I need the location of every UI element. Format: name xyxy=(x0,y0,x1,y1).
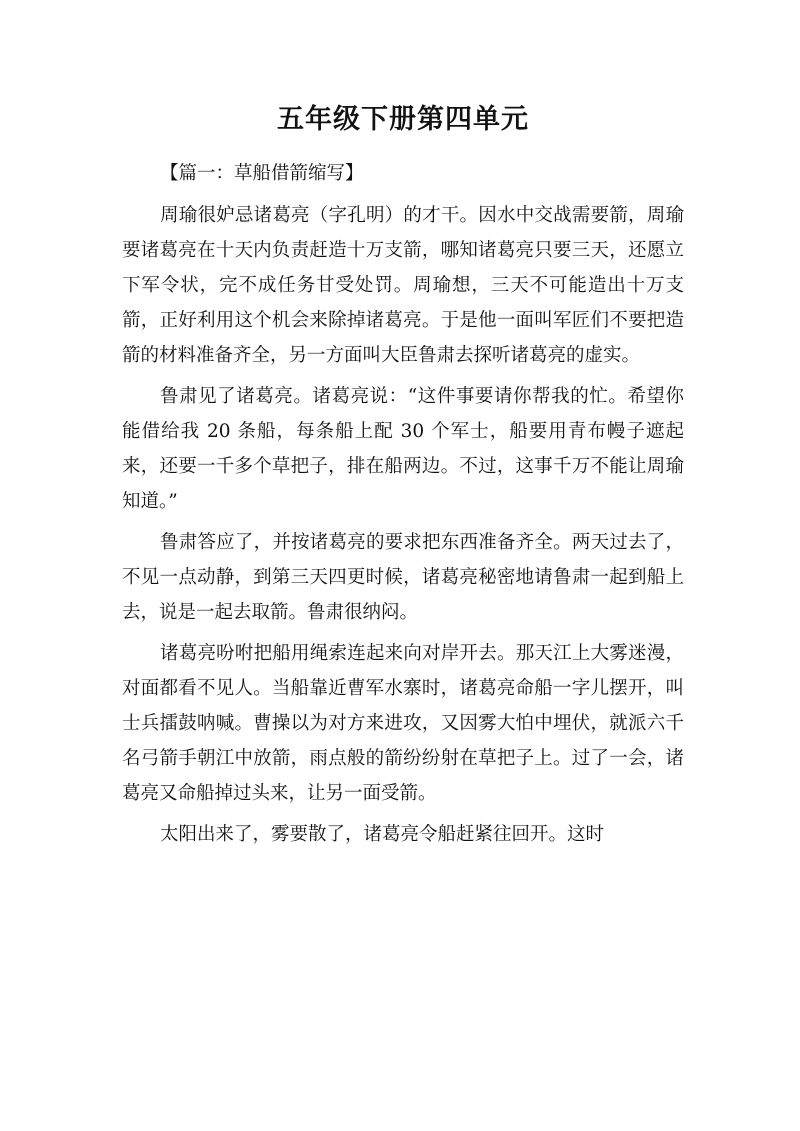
paragraph-3: 鲁肃答应了，并按诸葛亮的要求把东西准备齐全。两天过去了，不见一点动静，到第三天四更时候，诸葛亮秘密地请鲁肃一起到船上去，说是一起去取箭。鲁肃很纳闷。 xyxy=(122,532,684,623)
paragraph-2: 鲁肃见了诸葛亮。诸葛亮说：“这件事要请你帮我的忙。希望你能借给我 20 条船，每条船上配 30 个军士，船要用青布幔子遮起来，还要一千多个草把子，排在船两边。不过，这事千万不能让周瑜知道。” xyxy=(122,386,684,512)
page-title: 五年级下册第四单元 xyxy=(277,104,529,135)
paragraph-1: 周瑜很妒忌诸葛亮（字孔明）的才干。因水中交战需要箭，周瑜要诸葛亮在十天内负责赶造十万支箭，哪知诸葛亮只要三天，还愿立下军令状，完不成任务甘受处罚。周瑜想，三天不可能造出十万支箭，正好利用这个机会来除掉诸葛亮。于是他一面叫军匠们不要把造箭的材料准备齐全，另一方面叫大臣鲁肃去探听诸葛亮的虚实。 xyxy=(122,205,684,366)
paragraph-5: 太阳出来了，雾要散了，诸葛亮令船赶紧往回开。这时 xyxy=(160,824,605,845)
paragraph-4: 诸葛亮吩咐把船用绳索连起来向对岸开去。那天江上大雾迷漫，对面都看不见人。当船靠近曹军水寨时，诸葛亮命船一字儿摆开，叫士兵擂鼓呐喊。曹操以为对方来进攻，又因雾大怕中埋伏，就派六千名弓箭手朝江中放箭，雨点般的箭纷纷射在草把子上。过了一会，诸葛亮又命船掉过头来，让另一面受箭。 xyxy=(122,643,684,804)
section-heading: 【篇一：草船借箭缩写】 xyxy=(160,163,364,184)
